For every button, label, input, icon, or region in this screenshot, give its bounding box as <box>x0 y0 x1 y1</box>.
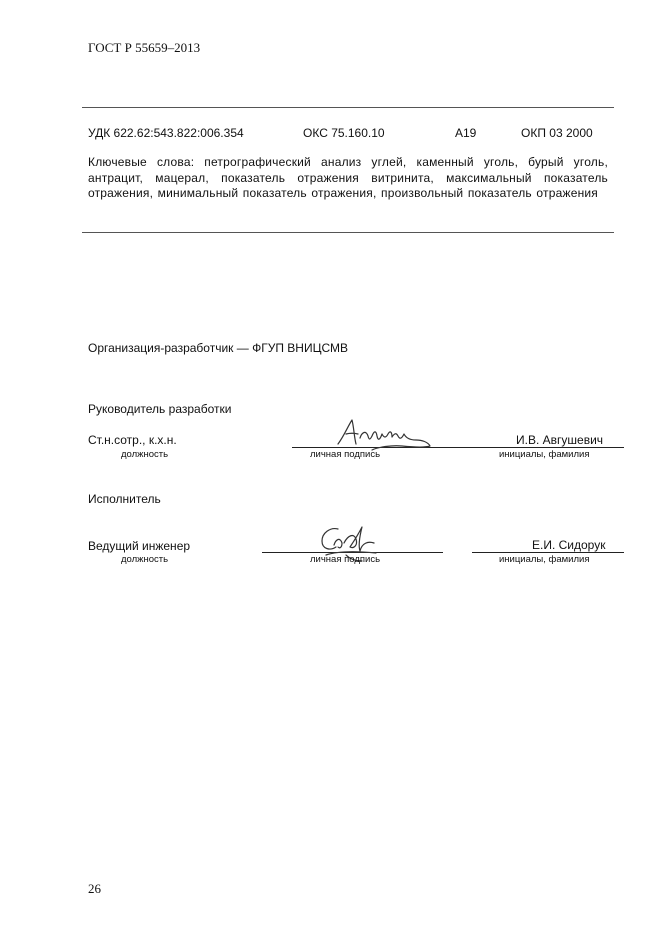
executor-caption-signature: личная подпись <box>310 554 381 565</box>
head-caption-name: инициалы, фамилия <box>499 449 590 460</box>
keywords-paragraph: Ключевые слова: петрографический анализ углей, каменный уголь, бурый уголь, антрацит, мацерал, показатель отражения витринита, максимальный показатель отражения, минимальный показатель отражения, произвольный показатель отражения <box>88 155 608 200</box>
group-code: А19 <box>455 126 477 140</box>
oks-code: ОКС 75.160.10 <box>303 126 385 140</box>
executor-section-label: Исполнитель <box>88 492 161 506</box>
top-divider <box>82 107 614 108</box>
head-signature <box>332 414 434 454</box>
bottom-divider <box>82 232 614 233</box>
developer-organization: Организация-разработчик — ФГУП ВНИЦСМВ <box>88 341 348 355</box>
head-caption-position: должность <box>121 449 169 460</box>
head-caption-signature: личная подпись <box>310 449 381 460</box>
executor-position: Ведущий инженер <box>88 539 191 553</box>
okp-code: ОКП 03 2000 <box>521 126 593 140</box>
head-section-label: Руководитель разработки <box>88 402 232 416</box>
executor-caption-name: инициалы, фамилия <box>499 554 590 565</box>
head-name: И.В. Авгушевич <box>516 433 604 447</box>
udk-code: УДК 622.62:543.822:006.354 <box>88 126 244 140</box>
head-position: Ст.н.сотр., к.х.н. <box>88 433 177 447</box>
document-header: ГОСТ Р 55659–2013 <box>88 40 201 55</box>
executor-name: Е.И. Сидорук <box>532 538 606 552</box>
page-number: 26 <box>88 881 101 896</box>
executor-caption-position: должность <box>121 554 169 565</box>
executor-name-line <box>472 552 624 553</box>
